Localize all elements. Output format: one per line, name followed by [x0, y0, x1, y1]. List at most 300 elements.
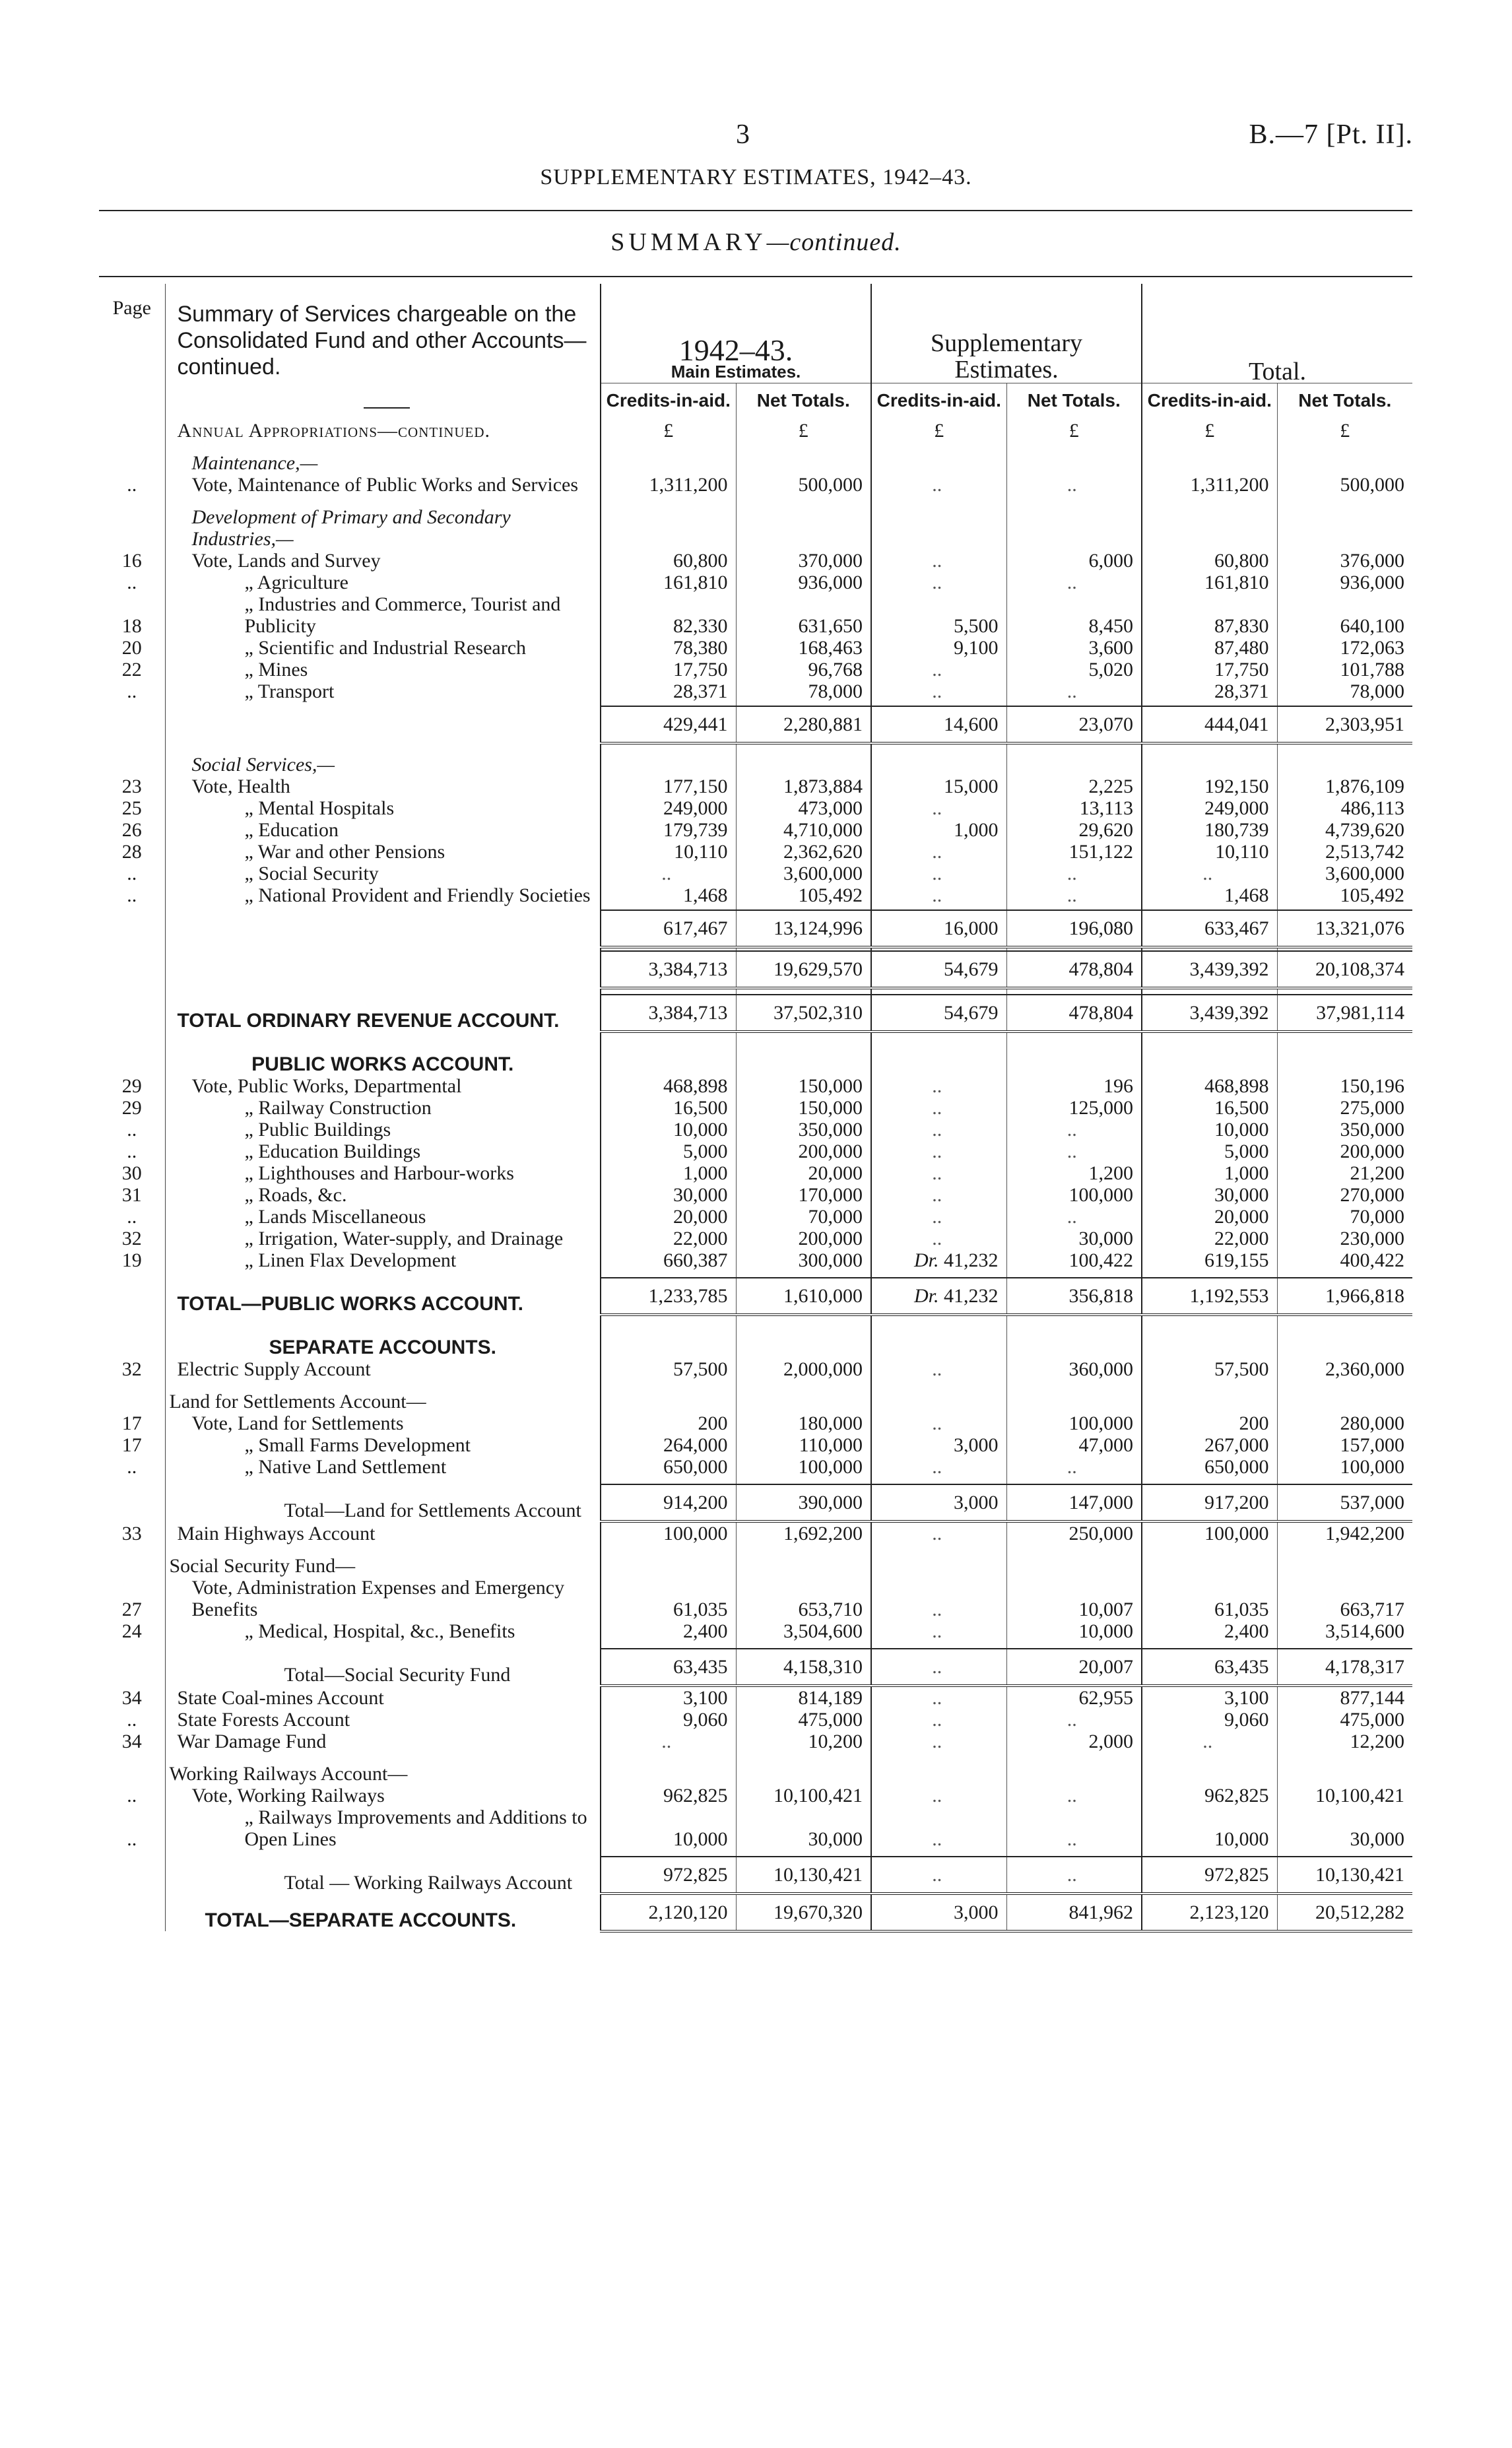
spacer-cell	[736, 496, 871, 506]
value-cell: 537,000	[1277, 1484, 1412, 1521]
value-cell: 16,500	[1142, 1097, 1277, 1119]
spacer-row	[99, 988, 1412, 995]
value-cell: 3,439,392	[1142, 995, 1277, 1032]
value-cell: 370,000	[736, 550, 871, 572]
value-cell: 468,898	[601, 1075, 736, 1097]
value-cell: 3,384,713	[601, 995, 736, 1032]
value-cell: 275,000	[1340, 1097, 1405, 1119]
value-cell: 4,158,310	[736, 1649, 871, 1686]
value-cell: 478,804	[1006, 951, 1142, 988]
value-cell: 1,692,200	[736, 1521, 871, 1544]
value-cell: ..	[1006, 1119, 1142, 1141]
currency-symbol: £	[736, 420, 871, 442]
spacer-cell	[1142, 988, 1277, 995]
value-cell: 2,123,120	[1142, 1894, 1277, 1931]
net-header-1: Net Totals.	[736, 383, 871, 420]
value-cell: 3,504,600	[736, 1620, 871, 1642]
page-ref: ..	[99, 572, 165, 593]
final-total-row	[99, 1894, 1412, 1931]
summary-suffix: —continued.	[766, 228, 902, 256]
table-row	[99, 1119, 1412, 1141]
value-cell: ..	[1006, 1806, 1142, 1850]
value-cell: 280,000	[1340, 1412, 1405, 1434]
value-cell: 61,035	[1142, 1577, 1277, 1620]
row-description: Maintenance,—	[165, 452, 601, 474]
value-cell: ..	[871, 1521, 1006, 1544]
value-cell: 10,110	[601, 841, 736, 863]
value-cell: 4,710,000	[736, 819, 871, 841]
spacer-cell	[1277, 1478, 1412, 1484]
value-cell	[871, 754, 1006, 776]
value-cell: 3,384,713	[601, 951, 736, 988]
page-ref	[99, 1649, 165, 1686]
grand-total-row	[99, 995, 1412, 1032]
value-cell: ..	[871, 1620, 1006, 1642]
spacer-page	[99, 1478, 165, 1484]
value-cell: 63,435	[1142, 1649, 1277, 1686]
value-cell: 168,463	[736, 637, 871, 659]
value-cell: 3,000	[871, 1894, 1006, 1931]
value-cell: 250,000	[1006, 1521, 1142, 1544]
value-cell	[871, 1325, 1006, 1358]
value-cell: 177,150	[601, 776, 736, 797]
total-label: Total.	[1249, 358, 1307, 385]
value-cell: ..	[1006, 1709, 1142, 1731]
value-cell: ..	[871, 1075, 1006, 1097]
spacer-cell	[1006, 1315, 1142, 1325]
page-ref: ..	[99, 680, 165, 702]
table-row	[99, 841, 1412, 863]
main-estimates-label: Main Estimates.	[671, 362, 801, 381]
spacer-cell	[1142, 1271, 1277, 1278]
spacer-page	[99, 496, 165, 506]
value-cell: 70,000	[1350, 1206, 1405, 1228]
table-row	[99, 474, 1412, 496]
row-description: „ Public Buildings	[165, 1119, 601, 1141]
row-description: „ Scientific and Industrial Research	[165, 637, 601, 659]
value-cell	[1006, 1042, 1142, 1075]
value-cell: 917,200	[1142, 1484, 1277, 1521]
value-cell: ..	[871, 884, 1006, 906]
value-cell: 230,000	[1340, 1228, 1405, 1249]
value-cell: 2,400	[601, 1620, 736, 1642]
page-ref: 29	[99, 1097, 165, 1119]
value-cell: 5,500	[871, 593, 1006, 637]
row-description: „ Medical, Hospital, &c., Benefits	[165, 1620, 601, 1642]
value-cell: ..	[871, 1456, 1006, 1478]
page-ref: 26	[99, 819, 165, 841]
spacer-page	[99, 988, 165, 995]
summary-label: SUMMARY	[610, 228, 767, 256]
value-cell: 9,100	[871, 637, 1006, 659]
value-cell: 500,000	[1340, 474, 1405, 496]
spacer-cell	[871, 1271, 1006, 1278]
row-description	[165, 910, 601, 947]
table-row	[99, 1358, 1412, 1380]
debit-marker: Dr.	[914, 1285, 939, 1307]
value-cell: 660,387	[601, 1249, 736, 1271]
row-description: Electric Supply Account	[165, 1358, 601, 1380]
page-ref: ..	[99, 863, 165, 884]
page-ref	[99, 1484, 165, 1521]
spacer-page	[99, 1850, 165, 1857]
header-dash	[178, 380, 597, 420]
spacer-cell	[1006, 988, 1142, 995]
spacer-page	[99, 1642, 165, 1649]
value-cell: ..	[1006, 572, 1142, 593]
value-cell: 17,750	[601, 659, 736, 680]
value-cell: 196	[1006, 1075, 1142, 1097]
grand-total-row	[99, 1278, 1412, 1315]
row-description: „ National Provident and Friendly Societies	[165, 884, 601, 906]
spacer-page	[99, 1752, 165, 1763]
account-total-row	[99, 1649, 1412, 1686]
table-row	[99, 572, 1412, 593]
spacer-page	[99, 743, 165, 754]
spacer-desc	[165, 1271, 601, 1278]
value-cell: 20,000	[736, 1162, 871, 1184]
value-cell: 1,192,553	[1142, 1278, 1277, 1315]
spacer-desc	[165, 988, 601, 995]
page-ref	[99, 951, 165, 988]
value-cell: ..	[871, 1731, 1006, 1752]
page-ref: ..	[99, 1119, 165, 1141]
value-cell	[601, 1325, 736, 1358]
spacer-cell	[1006, 1544, 1142, 1555]
value-cell	[1006, 1555, 1142, 1577]
spacer-cell	[601, 1642, 736, 1649]
spacer-cell	[601, 1478, 736, 1484]
page-ref	[99, 1555, 165, 1577]
value-cell: 57,500	[1142, 1358, 1277, 1380]
spacer-cell	[1142, 1752, 1277, 1763]
value-cell: 663,717	[1340, 1599, 1405, 1620]
value-cell: 78,000	[1350, 680, 1405, 702]
value-cell: 877,144	[1340, 1687, 1405, 1709]
value-cell	[601, 754, 736, 776]
value-cell: 100,000	[601, 1521, 736, 1544]
table-row	[99, 819, 1412, 841]
spacer-cell	[1277, 1032, 1412, 1042]
spacer-desc	[165, 1032, 601, 1042]
table-row	[99, 1228, 1412, 1249]
spacer-cell	[1277, 496, 1412, 506]
value-cell: 3,000	[871, 1434, 1006, 1456]
spacer-row	[99, 1752, 1412, 1763]
value-cell	[871, 1042, 1006, 1075]
value-cell	[1277, 452, 1412, 474]
page-ref	[99, 995, 165, 1032]
value-cell	[1142, 1763, 1277, 1785]
value-cell: 19,670,320	[736, 1894, 871, 1931]
spacer-cell	[736, 1315, 871, 1325]
page-ref	[99, 506, 165, 550]
value-cell: ..	[871, 1184, 1006, 1206]
spacer-page	[99, 1315, 165, 1325]
table-row	[99, 1434, 1412, 1456]
page-ref: 17	[99, 1412, 165, 1434]
value-cell: 1,000	[601, 1162, 736, 1184]
page-ref: 25	[99, 797, 165, 819]
table-row	[99, 1162, 1412, 1184]
value-cell: 22,000	[601, 1228, 736, 1249]
spacer-cell	[1006, 1271, 1142, 1278]
table-row	[99, 1577, 1412, 1620]
spacer-cell	[736, 1642, 871, 1649]
value-cell: 200,000	[736, 1228, 871, 1249]
table-row	[99, 1456, 1412, 1478]
spacer-cell	[601, 1271, 736, 1278]
main-estimates-header	[601, 284, 871, 383]
currency-symbol: £	[601, 420, 736, 442]
value-cell	[1006, 754, 1142, 776]
row-description: Working Railways Account—	[165, 1763, 601, 1785]
value-cell: 100,000	[1340, 1456, 1405, 1478]
value-cell: 100,000	[736, 1456, 871, 1478]
spacer-row	[99, 496, 1412, 506]
spacer-cell	[1006, 1850, 1142, 1857]
page-ref: 34	[99, 1731, 165, 1752]
section-title-row	[99, 1042, 1412, 1075]
spacer-row	[99, 1380, 1412, 1391]
credits-header-2: Credits-in-aid.	[871, 383, 1006, 420]
value-cell: 936,000	[1340, 572, 1405, 593]
value-cell	[601, 1555, 736, 1577]
page-ref: 16	[99, 550, 165, 572]
value-cell: Dr. 41,232	[871, 1249, 1006, 1271]
spacer-row	[99, 1271, 1412, 1278]
row-description: Vote, Health	[165, 776, 601, 797]
spacer-row	[99, 442, 1412, 452]
value-cell	[1006, 452, 1142, 474]
page-number: 3	[736, 119, 750, 150]
row-description: Total—Social Security Fund	[165, 1649, 601, 1686]
page-ref: 31	[99, 1184, 165, 1206]
value-cell: 5,000	[601, 1141, 736, 1162]
value-cell: 57,500	[601, 1358, 736, 1380]
value-cell: 1,311,200	[1142, 474, 1277, 496]
value-cell: 2,362,620	[736, 841, 871, 863]
spacer-cell	[871, 1032, 1006, 1042]
value-cell: 1,000	[871, 819, 1006, 841]
page-ref: 32	[99, 1358, 165, 1380]
value-cell: 3,439,392	[1142, 951, 1277, 988]
spacer-page	[99, 1032, 165, 1042]
value-cell	[1142, 754, 1277, 776]
page-ref: 28	[99, 841, 165, 863]
spacer-row	[99, 1544, 1412, 1555]
page-ref: 32	[99, 1228, 165, 1249]
spacer-cell	[1006, 1380, 1142, 1391]
table-row	[99, 797, 1412, 819]
value-cell: 61,035	[601, 1577, 736, 1620]
value-cell: 54,679	[871, 951, 1006, 988]
value-cell: 4,739,620	[1325, 819, 1405, 841]
value-cell: 14,600	[871, 706, 1006, 743]
value-cell: 150,000	[736, 1075, 871, 1097]
value-cell: ..	[871, 680, 1006, 702]
value-cell: ..	[1006, 1785, 1142, 1806]
table-row	[99, 884, 1412, 906]
value-cell: 5,000	[1142, 1141, 1277, 1162]
spacer-cell	[1006, 743, 1142, 754]
table-row	[99, 1075, 1412, 1097]
value-cell	[601, 506, 736, 550]
spacer-cell	[601, 1752, 736, 1763]
page-ref: 19	[99, 1249, 165, 1271]
spacer-cell	[1142, 743, 1277, 754]
value-cell: 30,000	[1142, 1184, 1277, 1206]
net-header-3: Net Totals.	[1277, 383, 1412, 420]
value-cell: 10,200	[736, 1731, 871, 1752]
account-total-row	[99, 1857, 1412, 1894]
value-cell: 914,200	[601, 1484, 736, 1521]
summary-table	[99, 284, 1412, 1933]
subtotal-row	[99, 910, 1412, 947]
page-ref: 34	[99, 1686, 165, 1709]
value-cell: 360,000	[1006, 1358, 1142, 1380]
value-cell: 87,830	[1142, 593, 1277, 637]
spacer-cell	[736, 1752, 871, 1763]
value-cell: 100,000	[1142, 1521, 1277, 1544]
value-cell: 640,100	[1340, 615, 1405, 637]
spacer-cell	[1142, 1032, 1277, 1042]
value-cell: 2,120,120	[601, 1894, 736, 1931]
currency-symbol: £	[871, 420, 1006, 442]
row-description: Vote, Public Works, Departmental	[165, 1075, 601, 1097]
value-cell: 356,818	[1006, 1278, 1142, 1315]
value-cell: 1,873,884	[736, 776, 871, 797]
value-cell: 267,000	[1142, 1434, 1277, 1456]
table-row	[99, 1097, 1412, 1119]
value-cell: 13,113	[1006, 797, 1142, 819]
value-cell: 179,739	[601, 819, 736, 841]
value-cell: 376,000	[1340, 550, 1405, 572]
table-row	[99, 550, 1412, 572]
value-cell: 972,825	[601, 1857, 736, 1894]
row-description: War Damage Fund	[165, 1731, 601, 1752]
page-ref: ..	[99, 1785, 165, 1806]
row-description: „ Mines	[165, 659, 601, 680]
value-cell	[1277, 506, 1412, 550]
page-ref: ..	[99, 884, 165, 906]
main-estimates-year: 1942–43.	[678, 333, 793, 367]
value-cell	[871, 1763, 1006, 1785]
value-cell: ..	[871, 1806, 1006, 1850]
value-cell: ..	[1006, 680, 1142, 702]
page-ref	[99, 1325, 165, 1358]
spacer-cell	[736, 1850, 871, 1857]
spacer-desc	[165, 1642, 601, 1649]
spacer-cell	[736, 1032, 871, 1042]
table-row	[99, 1620, 1412, 1642]
value-cell: 101,788	[1340, 659, 1405, 680]
spacer-cell	[1277, 1315, 1412, 1325]
row-description: Vote, Lands and Survey	[165, 550, 601, 572]
row-description: „ Railways Improvements and Additions to Open Lines	[165, 1806, 601, 1850]
value-cell: 10,130,421	[736, 1857, 871, 1894]
table-row	[99, 1731, 1412, 1752]
value-cell: 16,500	[601, 1097, 736, 1119]
value-cell: ..	[871, 572, 1006, 593]
value-cell: 10,007	[1006, 1577, 1142, 1620]
spacer-row	[99, 1478, 1412, 1484]
value-cell: 22,000	[1142, 1228, 1277, 1249]
row-description: Vote, Working Railways	[165, 1785, 601, 1806]
value-cell: 105,492	[1340, 884, 1405, 906]
value-cell: 1,942,200	[1325, 1523, 1405, 1544]
value-cell: 3,000	[871, 1484, 1006, 1521]
value-cell: ..	[871, 1097, 1006, 1119]
value-cell	[1277, 1325, 1412, 1358]
spacer-cell	[871, 1752, 1006, 1763]
spacer-cell	[1006, 1642, 1142, 1649]
spacer-cell	[871, 496, 1006, 506]
value-cell: ..	[871, 1649, 1006, 1686]
spacer-page	[99, 1271, 165, 1278]
spacer-cell	[1277, 743, 1412, 754]
spacer-cell	[1006, 1752, 1142, 1763]
value-cell	[736, 1555, 871, 1577]
spacer-cell	[1277, 1642, 1412, 1649]
value-cell: 6,000	[1006, 550, 1142, 572]
value-cell: 60,800	[601, 550, 736, 572]
subheading-row	[99, 1763, 1412, 1785]
page-ref	[99, 1894, 165, 1931]
spacer-cell	[871, 1544, 1006, 1555]
value-cell: 2,303,951	[1277, 706, 1412, 743]
row-description: „ Education Buildings	[165, 1141, 601, 1162]
spacer-desc	[165, 1850, 601, 1857]
row-description: „ Lighthouses and Harbour-works	[165, 1162, 601, 1184]
value-cell: ..	[871, 1162, 1006, 1184]
value-cell: 619,155	[1142, 1249, 1277, 1271]
table-row	[99, 776, 1412, 797]
value-cell: 10,000	[1142, 1119, 1277, 1141]
row-description: „ Transport	[165, 680, 601, 702]
value-cell	[601, 1763, 736, 1785]
value-cell: 2,280,881	[736, 706, 871, 743]
spacer-cell	[601, 743, 736, 754]
value-cell	[1006, 1391, 1142, 1412]
row-description	[165, 706, 601, 743]
table-row	[99, 1785, 1412, 1806]
value-cell: 962,825	[601, 1785, 736, 1806]
value-cell: 390,000	[736, 1484, 871, 1521]
value-cell: ..	[1142, 863, 1277, 884]
account-total-row	[99, 1484, 1412, 1521]
page-ref: ..	[99, 1709, 165, 1731]
value-cell: ..	[601, 1731, 736, 1752]
value-cell: 180,000	[736, 1412, 871, 1434]
value-cell: 37,981,114	[1277, 995, 1412, 1032]
value-cell: ..	[871, 1141, 1006, 1162]
spacer-cell	[601, 496, 736, 506]
value-cell	[736, 506, 871, 550]
value-cell: 4,178,317	[1277, 1649, 1412, 1686]
subheading-row	[99, 1555, 1412, 1577]
value-cell	[736, 754, 871, 776]
value-cell: 200,000	[1340, 1141, 1405, 1162]
value-cell: 151,122	[1006, 841, 1142, 863]
value-cell: 400,422	[1340, 1249, 1405, 1271]
value-cell: 17,750	[1142, 659, 1277, 680]
value-cell	[736, 1391, 871, 1412]
spacer-cell	[736, 1271, 871, 1278]
value-cell: 20,512,282	[1277, 1894, 1412, 1931]
value-cell: 3,600,000	[1325, 863, 1405, 884]
value-cell: 1,468	[1142, 884, 1277, 906]
